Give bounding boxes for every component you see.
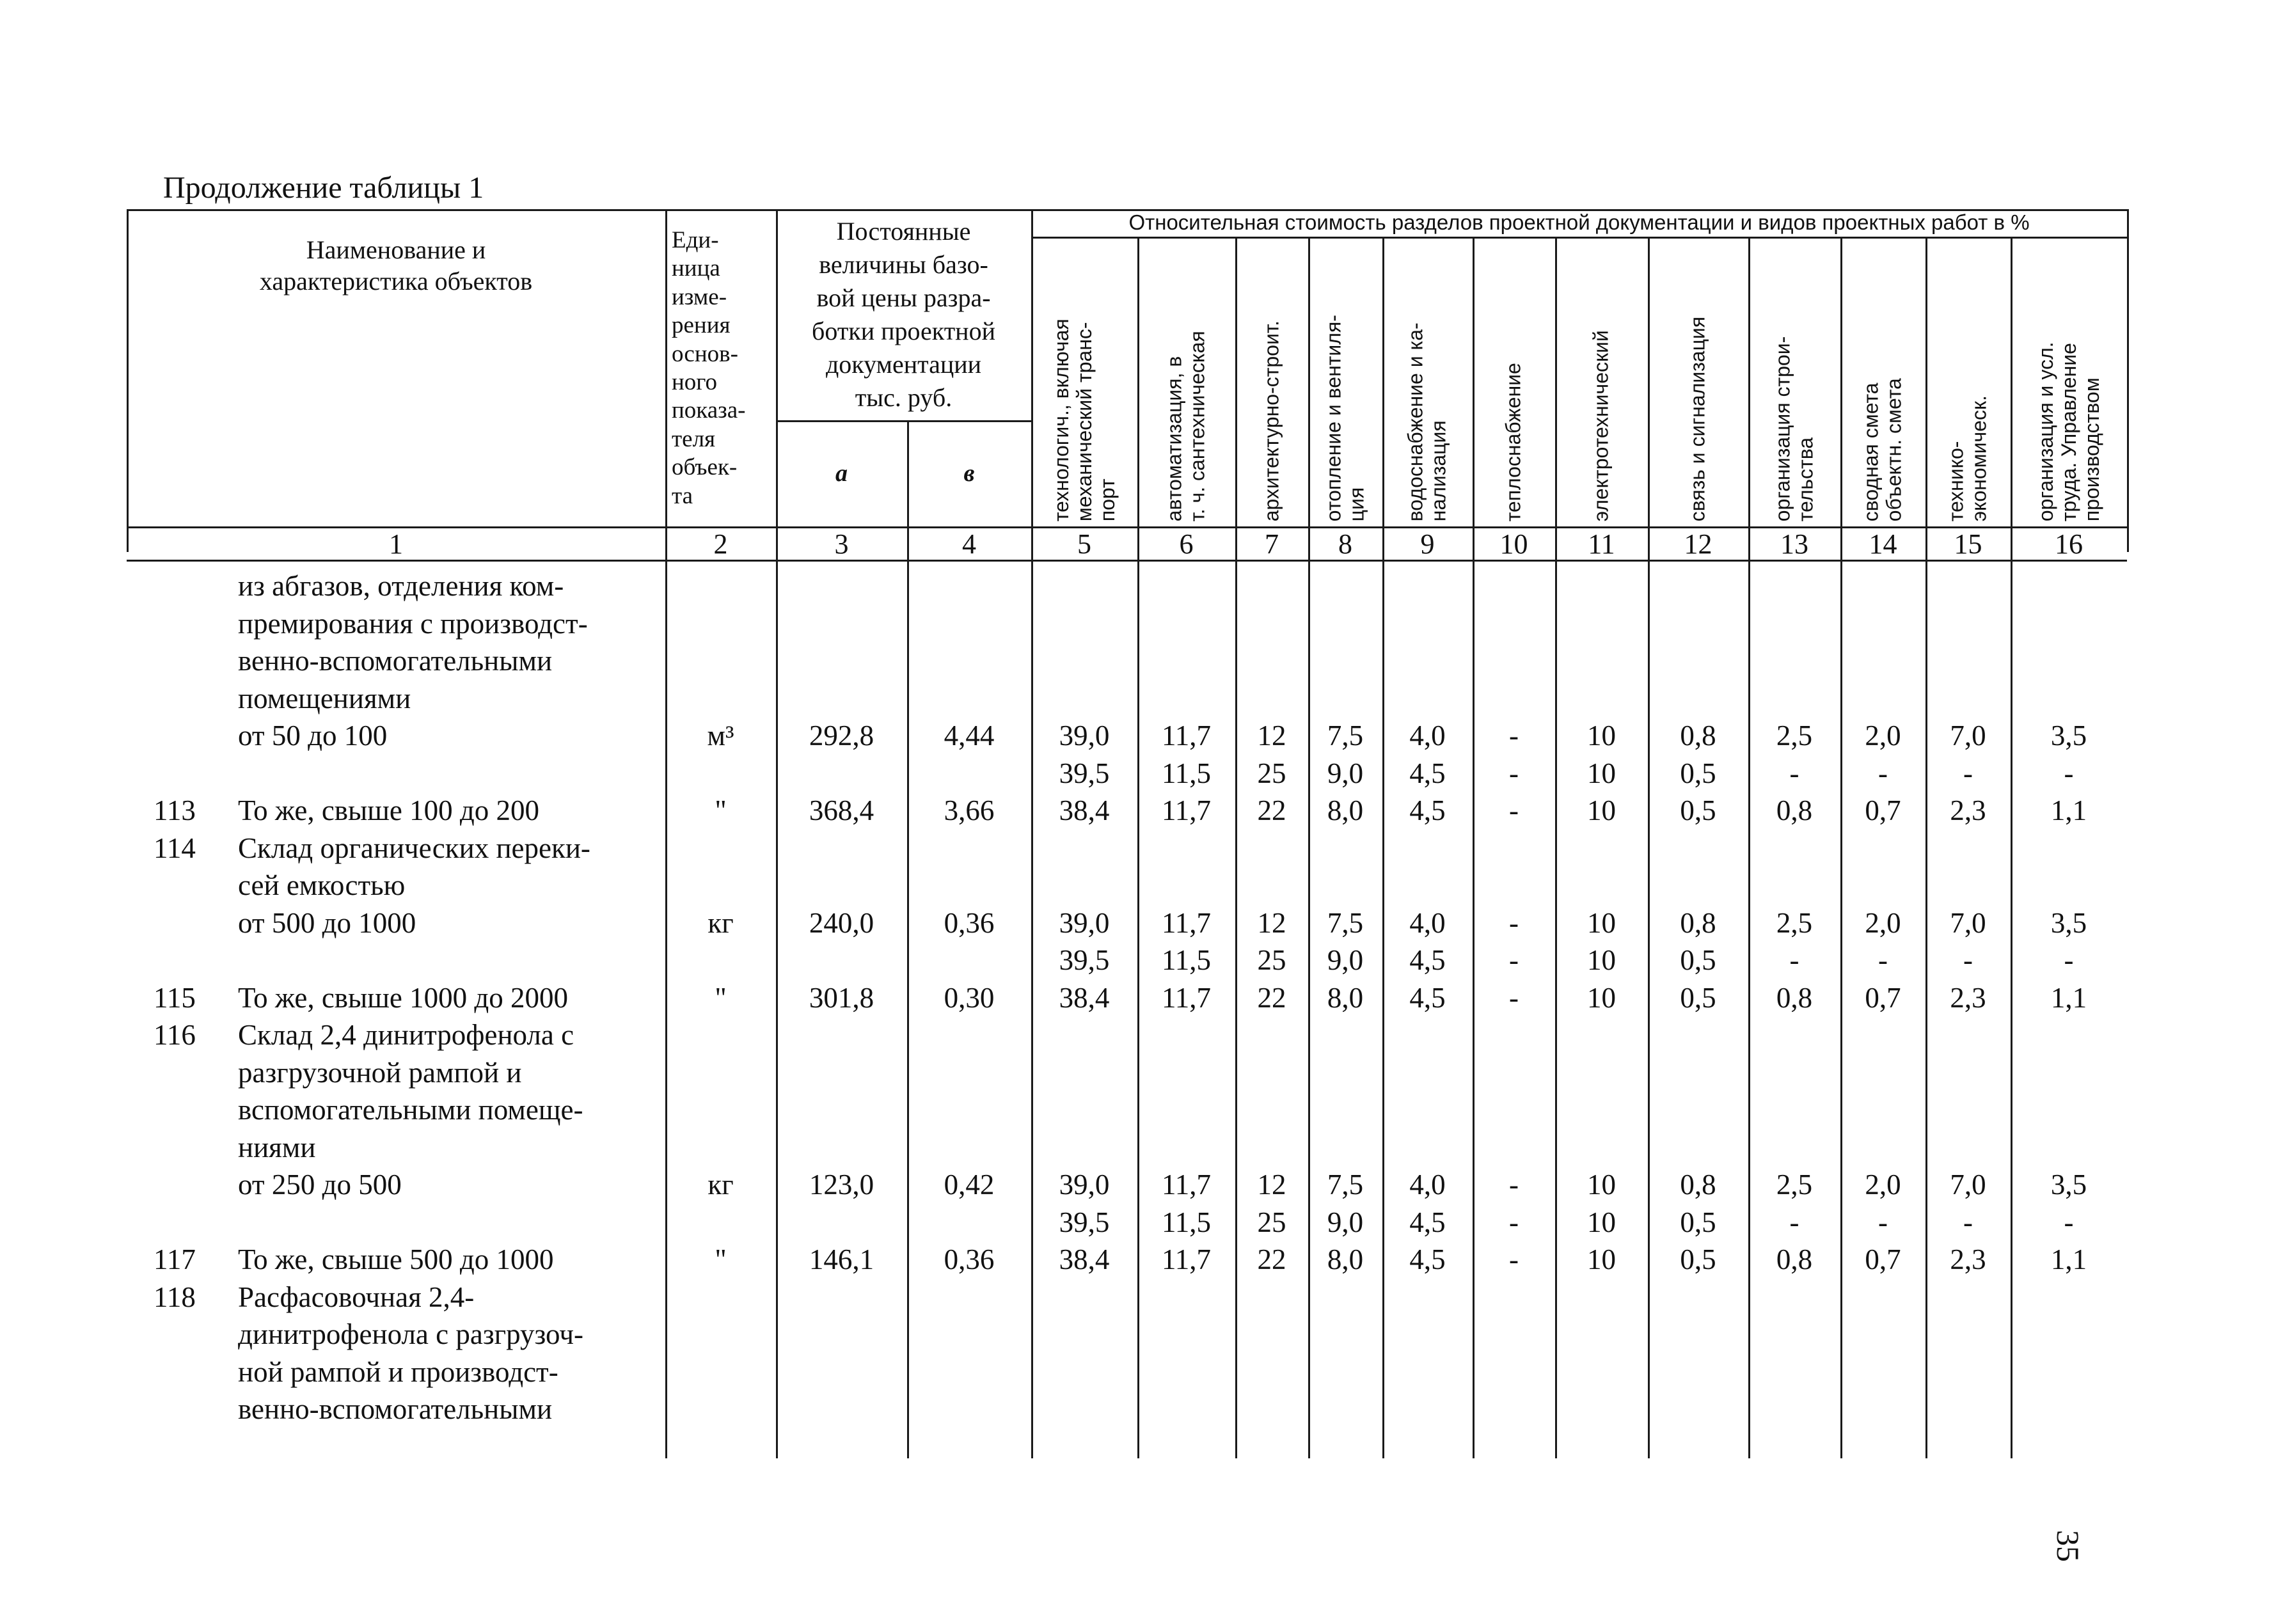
cell-value: 25 (1257, 757, 1286, 789)
cell-value: - (1509, 794, 1519, 826)
cell-value: 1,1 (2050, 981, 2087, 1014)
cell-value: 11,7 (1161, 906, 1212, 939)
cell-value: 38,4 (1059, 794, 1110, 826)
cell-value: 0,5 (1680, 1243, 1716, 1275)
cell-value: 9,0 (1327, 757, 1364, 789)
cell-value: 7,5 (1327, 906, 1364, 939)
cell-value: 0,7 (1865, 981, 1901, 1014)
section-header (1925, 237, 2011, 526)
cell-value: 0,7 (1865, 794, 1901, 826)
object-name: венно-вспомогательными (238, 1393, 553, 1425)
column-number: 13 (1780, 528, 1808, 560)
cell-value: 2,0 (1865, 906, 1901, 939)
column-number: 3 (834, 528, 849, 560)
object-name: То же, свыше 100 до 200 (238, 794, 540, 826)
cell-value: 0,5 (1680, 794, 1716, 826)
cell-value: 11,7 (1161, 981, 1212, 1014)
section-header (1308, 237, 1382, 526)
cell-value: 22 (1257, 794, 1286, 826)
cell-value: 10 (1587, 1206, 1616, 1238)
section-header-text: автоматизация, в т. ч. сантехническая (1162, 330, 1209, 521)
cell-value: 25 (1257, 1206, 1286, 1238)
header-col-v: в (963, 459, 975, 487)
column-number: 9 (1420, 528, 1435, 560)
section-header-text: теплоснабжение (1501, 362, 1525, 521)
section-header-text: отопление и вентиля- ция (1322, 314, 1368, 521)
cell-value: 0,5 (1680, 944, 1716, 976)
table-caption: Продолжение таблицы 1 (163, 171, 484, 205)
cell-value: - (1963, 944, 1973, 976)
column-number: 16 (2055, 528, 2083, 560)
cell-value: - (1963, 757, 1973, 789)
cell-value: 2,0 (1865, 720, 1901, 752)
cell-value: 2,3 (1950, 981, 1986, 1014)
object-name: Склад 2,4 динитрофенола с (238, 1019, 574, 1051)
cell-value: 368,4 (809, 794, 874, 826)
cell-value: 12 (1257, 906, 1286, 939)
cell-value: - (1509, 906, 1519, 939)
row-number: 113 (154, 794, 196, 826)
cell-value: 9,0 (1327, 944, 1364, 976)
cell-value: 0,8 (1680, 720, 1716, 752)
section-header-text: организация и усл. труда. Управление производством (2034, 342, 2103, 521)
cell-value: 39,5 (1059, 757, 1110, 789)
cell-value: 0,8 (1776, 794, 1813, 826)
unit-value: кг (708, 906, 734, 939)
header-col-a: а (835, 459, 848, 487)
object-name: из абгазов, отделения ком- (238, 570, 564, 602)
cell-value: 4,5 (1409, 794, 1446, 826)
cell-value: - (1509, 944, 1519, 976)
section-header (2011, 237, 2127, 526)
section-header (1473, 237, 1555, 526)
cell-value: 10 (1587, 757, 1616, 789)
cell-value: 38,4 (1059, 1243, 1110, 1275)
object-name: от 250 до 500 (238, 1169, 402, 1201)
cell-value: - (1509, 981, 1519, 1014)
cell-value: 7,5 (1327, 1169, 1364, 1201)
cell-value: 4,5 (1409, 757, 1446, 789)
cell-value: 10 (1587, 720, 1616, 752)
cell-value: 25 (1257, 944, 1286, 976)
cell-value: - (1509, 1169, 1519, 1201)
cell-value: - (2064, 757, 2074, 789)
cell-value: 0,5 (1680, 757, 1716, 789)
cell-value: 11,5 (1161, 944, 1212, 976)
column-number: 12 (1684, 528, 1712, 560)
cell-value: 0,36 (944, 906, 995, 939)
cell-value: - (1789, 1206, 1799, 1238)
column-number: 8 (1338, 528, 1352, 560)
cell-value: 2,3 (1950, 1243, 1986, 1275)
section-header-text: сводная смета объектн. смета (1859, 377, 1906, 521)
object-name: Расфасовочная 2,4- (238, 1281, 475, 1313)
cell-value: 38,4 (1059, 981, 1110, 1014)
cell-value: - (1878, 944, 1888, 976)
cell-value: - (1509, 1206, 1519, 1238)
section-header-text: архитектурно-строит. (1260, 320, 1283, 521)
object-name: венно-вспомогательными (238, 645, 553, 677)
cell-value: - (2064, 944, 2074, 976)
section-header-text: водоснабжение и ка- нализация (1403, 322, 1450, 521)
object-name: вспомогательными помеще- (238, 1094, 583, 1126)
cell-value: 39,0 (1059, 906, 1110, 939)
column-rule (2127, 209, 2129, 552)
cell-value: - (1509, 757, 1519, 789)
header-relative-cost: Относительная стоимость разделов проектной документации и видов проектных работ в % (1128, 210, 2030, 235)
cell-value: 4,5 (1409, 1243, 1446, 1275)
cell-value: 12 (1257, 720, 1286, 752)
object-name: разгрузочной рампой и (238, 1056, 522, 1089)
cell-value: 11,7 (1161, 1169, 1212, 1201)
section-header-text: электротехнический (1589, 329, 1613, 521)
section-header-text: связь и сигнализация (1686, 316, 1709, 521)
object-name: То же, свыше 500 до 1000 (238, 1243, 554, 1275)
cell-value: 39,5 (1059, 1206, 1110, 1238)
cell-value: 8,0 (1327, 981, 1364, 1014)
row-number: 116 (154, 1019, 196, 1051)
cell-value: - (1789, 944, 1799, 976)
cell-value: 11,7 (1161, 720, 1212, 752)
unit-value: " (715, 1243, 727, 1275)
cell-value: 11,5 (1161, 1206, 1212, 1238)
column-number: 6 (1179, 528, 1194, 560)
section-header (1840, 237, 1925, 526)
header-name: Наименование и характеристика объектов (259, 235, 533, 296)
cell-value: 2,5 (1776, 1169, 1813, 1201)
row-number: 115 (154, 981, 196, 1014)
cell-value: 10 (1587, 1243, 1616, 1275)
cell-value: 10 (1587, 981, 1616, 1014)
object-name: динитрофенола с разгрузоч- (238, 1318, 583, 1350)
cell-value: - (1509, 720, 1519, 752)
cell-value: 2,5 (1776, 720, 1813, 752)
cell-value: 0,8 (1680, 906, 1716, 939)
cell-value: 3,5 (2050, 1169, 2087, 1201)
object-name: от 500 до 1000 (238, 906, 416, 939)
cell-value: 8,0 (1327, 794, 1364, 826)
object-name: ной рампой и производст- (238, 1355, 558, 1388)
cell-value: 0,42 (944, 1169, 995, 1201)
cell-value: 1,1 (2050, 794, 2087, 826)
section-header (1555, 237, 1648, 526)
cell-value: 4,5 (1409, 1206, 1446, 1238)
column-number: 5 (1077, 528, 1091, 560)
cell-value: 240,0 (809, 906, 874, 939)
header-base-price: Постоянные величины базо- вой цены разра- ботки проектной документации тыс. руб. (812, 217, 995, 412)
row-number: 118 (154, 1281, 196, 1313)
row-number: 117 (154, 1243, 196, 1275)
object-name: премирования с производст- (238, 607, 588, 640)
object-name: сей емкостью (238, 869, 406, 901)
cell-value: 0,8 (1680, 1169, 1716, 1201)
cell-value: 11,7 (1161, 1243, 1212, 1275)
cell-value: 10 (1587, 944, 1616, 976)
object-name: от 50 до 100 (238, 720, 388, 752)
object-name: Склад органических переки- (238, 832, 590, 864)
column-number: 4 (962, 528, 976, 560)
cell-value: 2,5 (1776, 906, 1813, 939)
unit-value: " (715, 981, 727, 1014)
object-name: помещениями (238, 682, 411, 714)
cell-value: - (1878, 757, 1888, 789)
column-rule (907, 420, 909, 1458)
cell-value: 4,0 (1409, 1169, 1446, 1201)
cell-value: 7,0 (1950, 1169, 1986, 1201)
cell-value: 4,0 (1409, 720, 1446, 752)
cell-value: 12 (1257, 1169, 1286, 1201)
cell-value: 7,5 (1327, 720, 1364, 752)
cell-value: 8,0 (1327, 1243, 1364, 1275)
section-header (1648, 237, 1748, 526)
cell-value: 22 (1257, 1243, 1286, 1275)
cell-value: 0,8 (1776, 981, 1813, 1014)
cell-value: - (1509, 1243, 1519, 1275)
cell-value: 292,8 (809, 720, 874, 752)
column-number: 14 (1869, 528, 1897, 560)
header-unit: Еди- ница изме- рения основ- ного показа- теля объек- та (672, 227, 746, 509)
cell-value: 10 (1587, 794, 1616, 826)
cell-value: 3,5 (2050, 720, 2087, 752)
cell-value: - (1789, 757, 1799, 789)
section-header (1031, 237, 1137, 526)
cell-value: 10 (1587, 906, 1616, 939)
section-header (1382, 237, 1473, 526)
cell-value: - (1878, 1206, 1888, 1238)
cell-value: 1,1 (2050, 1243, 2087, 1275)
cell-value: - (1963, 1206, 1973, 1238)
cell-value: 7,0 (1950, 906, 1986, 939)
cell-value: 123,0 (809, 1169, 874, 1201)
section-header (1235, 237, 1308, 526)
unit-value: кг (708, 1169, 734, 1201)
cell-value: 4,44 (944, 720, 995, 752)
section-header (1748, 237, 1840, 526)
cell-value: 39,0 (1059, 720, 1110, 752)
unit-value: " (715, 794, 727, 826)
object-name: То же, свыше 1000 до 2000 (238, 981, 569, 1014)
cell-value: 9,0 (1327, 1206, 1364, 1238)
section-header-text: организация строи- тельства (1771, 336, 1817, 521)
cell-value: - (2064, 1206, 2074, 1238)
cell-value: 0,5 (1680, 981, 1716, 1014)
cell-value: 0,8 (1776, 1243, 1813, 1275)
cell-value: 39,0 (1059, 1169, 1110, 1201)
cell-value: 11,7 (1161, 794, 1212, 826)
column-number: 10 (1499, 528, 1528, 560)
cell-value: 7,0 (1950, 720, 1986, 752)
cell-value: 0,7 (1865, 1243, 1901, 1275)
column-number: 2 (713, 528, 728, 560)
section-header (1137, 237, 1235, 526)
column-number: 1 (389, 528, 403, 560)
cell-value: 4,5 (1409, 981, 1446, 1014)
cell-value: 0,36 (944, 1243, 995, 1275)
cell-value: 0,30 (944, 981, 995, 1014)
column-number: 11 (1588, 528, 1615, 560)
section-header-text: технологич., включая механический транс- порт (1049, 318, 1118, 521)
column-number: 7 (1265, 528, 1279, 560)
column-number: 15 (1954, 528, 1982, 560)
cell-value: 22 (1257, 981, 1286, 1014)
cell-value: 3,66 (944, 794, 995, 826)
cell-value: 2,3 (1950, 794, 1986, 826)
page-number: 35 (2050, 1530, 2086, 1562)
cell-value: 3,5 (2050, 906, 2087, 939)
cell-value: 146,1 (809, 1243, 874, 1275)
unit-value: м³ (707, 720, 734, 752)
cell-value: 39,5 (1059, 944, 1110, 976)
cell-value: 11,5 (1161, 757, 1212, 789)
cell-value: 2,0 (1865, 1169, 1901, 1201)
cell-value: 10 (1587, 1169, 1616, 1201)
row-number: 114 (154, 832, 196, 864)
object-name: ниями (238, 1131, 316, 1163)
cell-value: 301,8 (809, 981, 874, 1014)
cell-value: 4,5 (1409, 944, 1446, 976)
cell-value: 4,0 (1409, 906, 1446, 939)
cell-value: 0,5 (1680, 1206, 1716, 1238)
section-header-text: технико- экономическ. (1944, 395, 1991, 521)
